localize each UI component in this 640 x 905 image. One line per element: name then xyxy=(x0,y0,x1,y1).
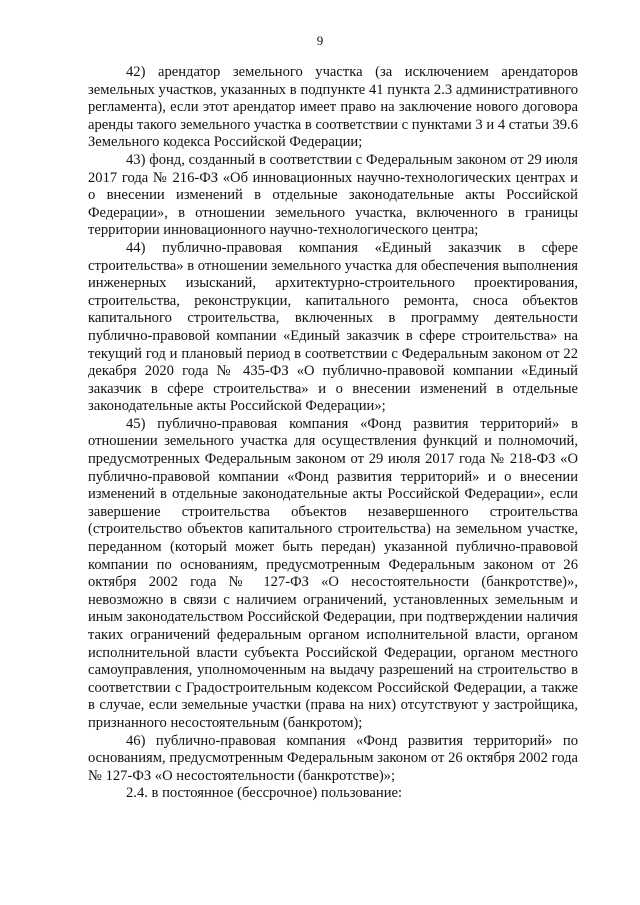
paragraph-45: 45) публично-правовая компания «Фонд развития территорий» в отношении земельного участка для осуществления функций и полномочий, предусмотренных Федеральным законом от 29 июля 2017 года № 218-ФЗ «О публично-правовой компании «Фонд развития территорий» и о внесении изменений в отдельные законодательные акты Российской Федерации», если завершение строительства объектов незавершенного строительства (строительство объектов капитального строительства) на земельном участке, переданном (который может быть передан) указанной публично-правовой компании по основаниям, предусмотренным Федеральным законом от 26 октября 2002 года № 127-ФЗ «О несостоятельности (банкротстве)», невозможно в связи с наличием ограничений, установленных земельным и иным законодательством Российской Федерации, при подтверждении наличия таких ограничений федеральным органом исполнительной власти, органом исполнительной власти субъекта Российской Федерации, органом местного самоуправления, уполномоченным на выдачу разрешений на строительство в соответствии с Градостроительным кодексом Российской Федерации, а также в случае, если земельные участки (права на них) отсутствуют у застройщика, признанного несостоятельным (банкротом); xyxy=(88,415,578,731)
paragraph-42: 42) арендатор земельного участка (за исключением арендаторов земельных участков, указанных в подпункте 41 пункта 2.3 административного регламента), если этот арендатор имеет право на заключение нового договора аренды такого земельного участка в соответствии с пунктами 3 и 4 статьи 39.6 Земельного кодекса Российской Федерации; xyxy=(88,64,578,151)
paragraph-44: 44) публично-правовая компания «Единый заказчик в сфере строительства» в отношении земельного участка для обеспечения выполнения инженерных изысканий, архитектурно-строительного проектирования, строительства, реконструкции, капитального ремонта, сноса объектов капитального строительства, включенных в программу деятельности публично-правовой компании «Единый заказчик в сфере строительства» на текущий год и плановый период в соответствии с Федеральным законом от 22 декабря 2020 года № 435-ФЗ «О публично-правовой компании «Единый заказчик в сфере строительства» и о внесении изменений в отдельные законодательные акты Российской Федерации»; xyxy=(88,239,578,415)
paragraph-46: 46) публично-правовая компания «Фонд развития территорий» по основаниям, предусмотренным Федеральным законом от 26 октября 2002 года № 127-ФЗ «О несостоятельности (банкротстве)»; xyxy=(88,732,578,784)
paragraph-43: 43) фонд, созданный в соответствии с Федеральным законом от 29 июля 2017 года № 216-ФЗ «Об инновационных научно-технологических центрах и о внесении изменений в отдельные законодательные акты Российской Федерации», в отношении земельного участка, включенного в границы территории инновационного научно-технологического центра; xyxy=(88,151,578,239)
paragraph-2-4: 2.4. в постоянное (бессрочное) пользование: xyxy=(126,785,403,802)
document-body xyxy=(88,64,578,803)
page-number: 9 xyxy=(316,33,324,48)
